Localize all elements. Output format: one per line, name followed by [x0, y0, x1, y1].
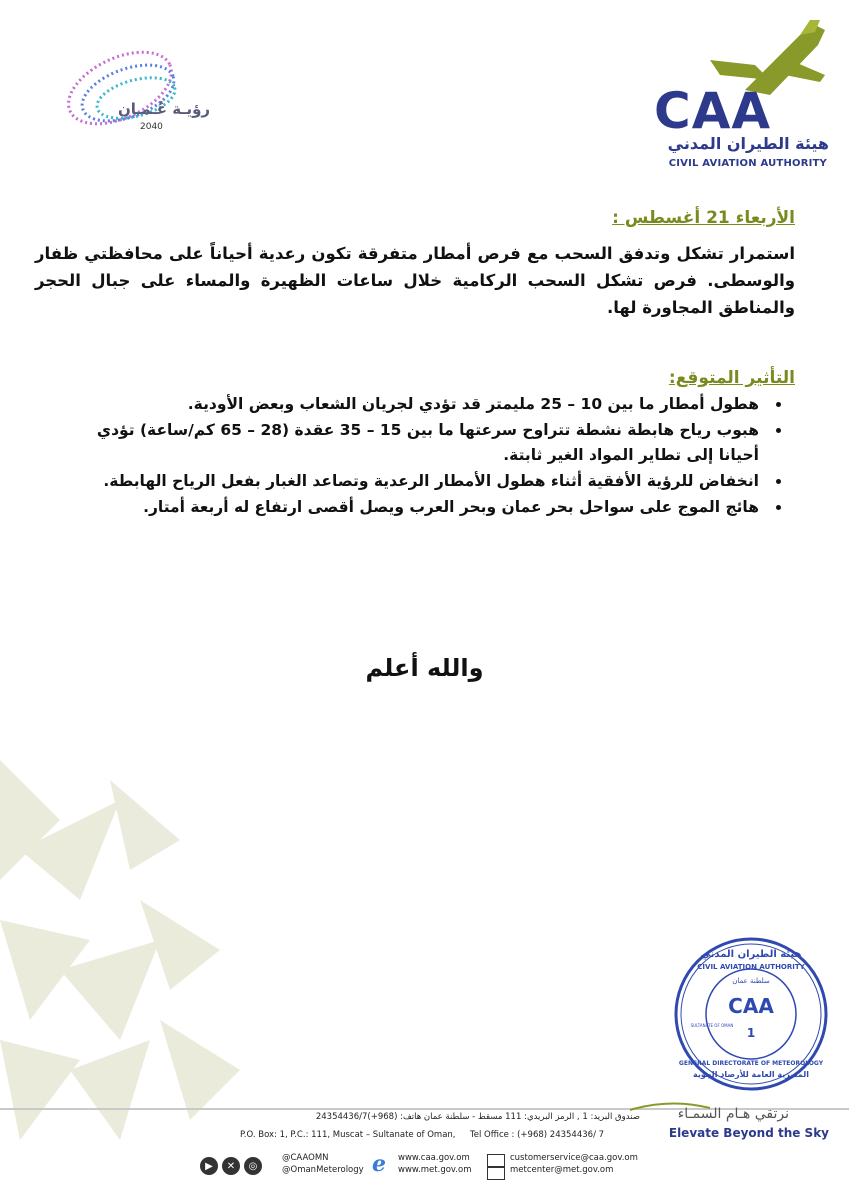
caa-name-ar: هيئة الطيران المدني: [667, 134, 829, 153]
vision-logo-text: رؤيـة عُـمـان: [118, 100, 211, 118]
stamp-number: 1: [746, 1026, 756, 1040]
list-item: • هبوب رياح هابطة نشطة تتراوح سرعتها ما بين 15 – 35 عقدة (28 – 65 كم/ساعة) تؤدي أحيانا إلى تطاير المواد الغير ثابتة.: [65, 418, 765, 468]
official-stamp: [672, 935, 830, 1093]
mail-icon: [487, 1167, 505, 1180]
list-item: • هائج الموج على سواحل بحر عمان وبحر العرب ويصل أقصى ارتفاع له أربعة أمتار.: [65, 495, 765, 520]
forecast-paragraph: استمرار تشكل وتدفق السحب مع فرص أمطار متفرقة تكون رعدية أحياناً على محافظتي ظفار والوسطى. فرص تشكل السحب الركامية خلال ساعات الظهيرة والمساء على جبال الحجر والمناطق المجاورة لها.: [35, 244, 795, 317]
browser-icon: e: [372, 1151, 386, 1177]
website-caa[interactable]: www.caa.gov.om: [398, 1153, 470, 1163]
mail-icon: [487, 1154, 505, 1167]
stamp-bottom-ar: المديرية العامة للأرصاد الجوية: [693, 1070, 809, 1079]
date-heading: الأربعاء 21 أغسطس :: [612, 208, 795, 228]
impact-heading: التأثير المتوقع:: [668, 368, 795, 388]
email-customerservice[interactable]: customerservice@caa.gov.om: [510, 1153, 638, 1163]
x-icon[interactable]: ✕: [222, 1157, 240, 1175]
email-metcenter[interactable]: metcenter@met.gov.om: [510, 1165, 614, 1175]
footer-emails: [510, 1152, 638, 1176]
footer-tel-en: Tel Office : (+968) 24354436/ 7: [470, 1130, 605, 1140]
youtube-icon[interactable]: ▶: [200, 1157, 218, 1175]
stamp-top-ar: هيئة الطيران المدني: [700, 949, 802, 960]
oman-vision-logo: [50, 38, 220, 148]
stamp-bottom-en: GENERAL DIRECTORATE OF METEOROLOGY: [678, 1060, 824, 1067]
closing-phrase: والله أعلم: [365, 654, 484, 682]
footer-address-ar: صندوق البريد: 1 , الرمز البريدي: 111 مسقط - سلطنة عمان هاتف: (968+)24354436/7: [315, 1112, 640, 1122]
social-handles: [282, 1152, 364, 1176]
website-met[interactable]: www.met.gov.om: [398, 1165, 472, 1175]
footer-websites: [398, 1152, 471, 1176]
footer-slogan-en: Elevate Beyond the Sky: [668, 1126, 829, 1140]
footer-address-en: P.O. Box: 1, P.C.: 111, Muscat – Sultanate of Oman,: [240, 1130, 456, 1140]
caa-name-en: CIVIL AVIATION AUTHORITY: [668, 158, 827, 169]
stamp-center: CAA: [728, 994, 774, 1018]
impact-list: [65, 392, 795, 520]
instagram-icon[interactable]: ◎: [244, 1157, 262, 1175]
background-pattern: [0, 740, 300, 1140]
handle-omanmeterology[interactable]: @OmanMeterology: [282, 1165, 364, 1175]
social-icons: [200, 1152, 262, 1180]
caa-logo-letters: CAA: [654, 82, 772, 140]
footer-slogan-ar: نرتقي هـام السمـاء: [677, 1106, 789, 1122]
list-item: • انخفاض للرؤية الأفقية أثناء هطول الأمطار الرعدية وتصاعد الغبار بفعل الرياح الهابطة.: [65, 469, 765, 494]
stamp-side-en: SULTANATE OF OMAN: [690, 1023, 734, 1028]
handle-caaomn[interactable]: @CAAOMN: [282, 1153, 329, 1163]
list-item: • هطول أمطار ما بين 10 – 25 مليمتر قد تؤدي لجريان الشعاب وبعض الأودية.: [65, 392, 765, 417]
stamp-top-en: CIVIL AVIATION AUTHORITY: [697, 963, 805, 971]
stamp-country-ar: سلطنة عمان: [732, 977, 770, 985]
vision-logo-year: 2040: [140, 122, 163, 132]
